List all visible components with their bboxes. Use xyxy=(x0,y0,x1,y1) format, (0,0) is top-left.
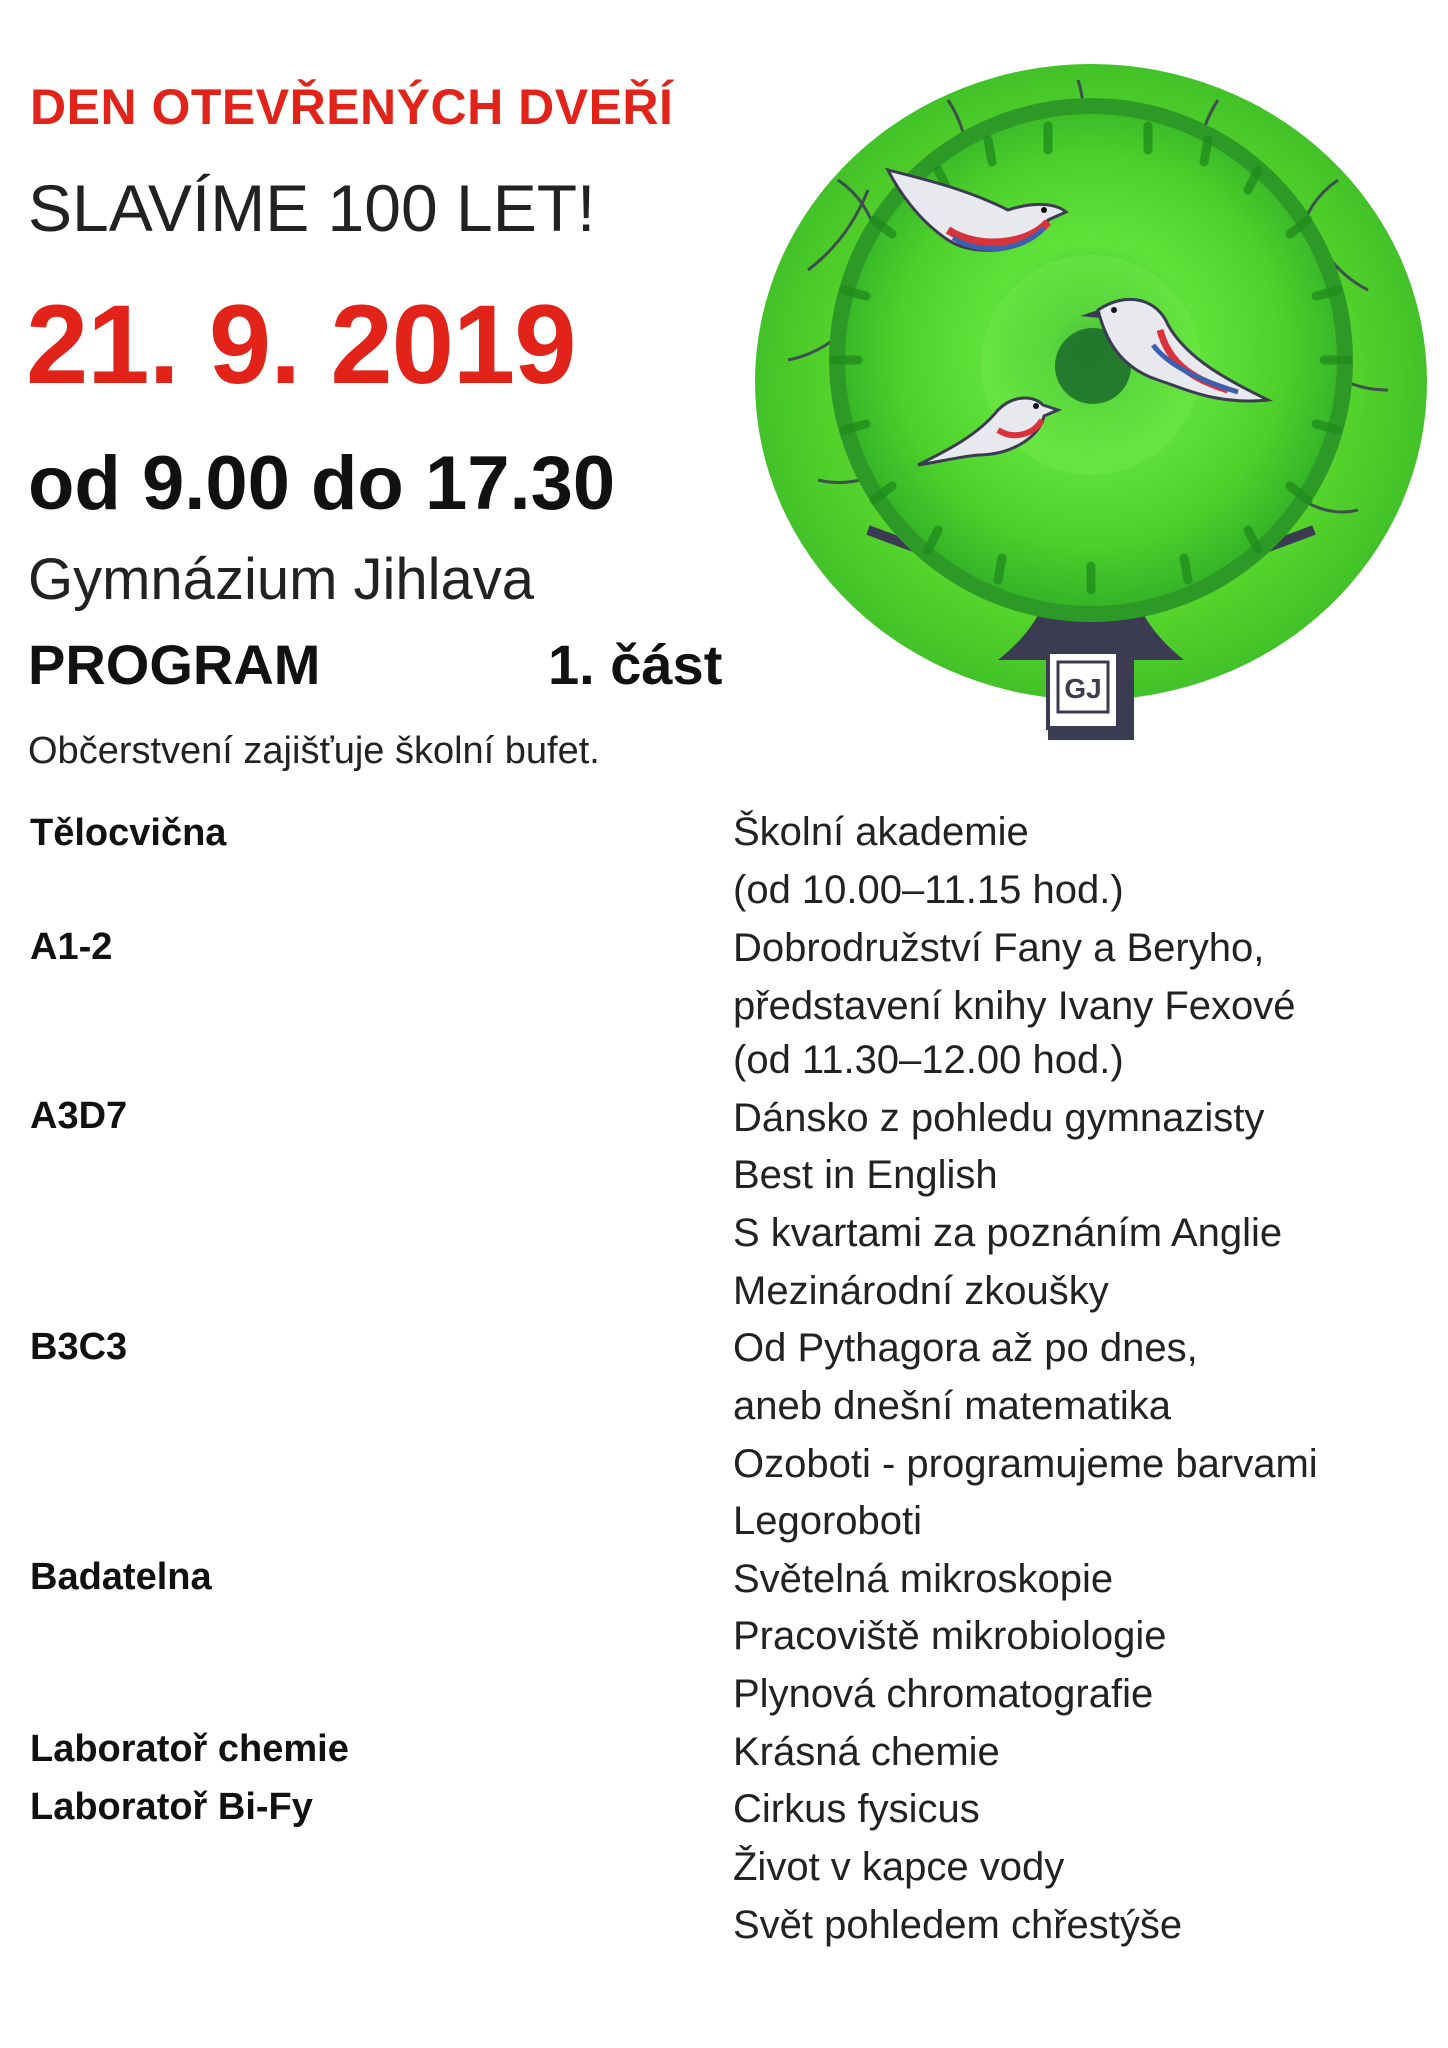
celebration-subtitle: SLAVÍME 100 LET! xyxy=(28,171,596,245)
program-item: Světelná mikroskopie xyxy=(733,1557,1114,1601)
program-item: Legoroboti xyxy=(733,1499,923,1543)
program-item: Život v kapce vody xyxy=(733,1845,1065,1889)
program-item: Best in English xyxy=(733,1153,998,1197)
program-item: představení knihy Ivany Fexové xyxy=(733,984,1296,1028)
program-item: (od 10.00–11.15 hod.) xyxy=(733,868,1124,912)
program-item: Cirkus fysicus xyxy=(733,1787,980,1831)
room-label: B3C3 xyxy=(30,1326,128,1368)
program-part: 1. část xyxy=(548,633,723,696)
monogram-box xyxy=(1048,652,1118,728)
program-item: Dobrodružství Fany a Beryho, xyxy=(733,926,1265,970)
program-item: Krásná chemie xyxy=(733,1730,1000,1774)
program-item: aneb dnešní matematika xyxy=(733,1384,1172,1428)
event-date: 21. 9. 2019 xyxy=(26,282,576,407)
event-time: od 9.00 do 17.30 xyxy=(28,441,616,526)
room-label: A1-2 xyxy=(30,926,113,968)
program-item: Pracoviště mikrobiologie xyxy=(733,1614,1167,1658)
program-heading: PROGRAM xyxy=(28,633,321,696)
program-item: (od 11.30–12.00 hod.) xyxy=(733,1038,1124,1082)
room-label: Laboratoř chemie xyxy=(30,1728,349,1770)
monogram-text: GJ xyxy=(1064,673,1102,704)
program-item: Svět pohledem chřestýše xyxy=(733,1903,1183,1947)
school-name: Gymnázium Jihlava xyxy=(28,547,535,612)
program-item: Dánsko z pohledu gymnazisty xyxy=(733,1096,1265,1140)
program-item: Plynová chromatografie xyxy=(733,1672,1154,1716)
program-item: Školní akademie xyxy=(733,810,1029,854)
school-emblem-illustration xyxy=(748,60,1434,740)
room-label: A3D7 xyxy=(30,1095,128,1137)
event-title: DEN OTEVŘENÝCH DVEŘÍ xyxy=(30,79,674,135)
program-item: Ozoboti - programujeme barvami xyxy=(733,1442,1318,1486)
room-label: Laboratoř Bi-Fy xyxy=(30,1786,313,1828)
refreshment-note: Občerstvení zajišťuje školní bufet. xyxy=(28,730,600,772)
program-item: Mezinárodní zkoušky xyxy=(733,1269,1109,1313)
room-label: Tělocvična xyxy=(30,812,227,854)
program-item: Od Pythagora až po dnes, xyxy=(733,1326,1198,1370)
room-label: Badatelna xyxy=(30,1556,212,1598)
program-item: S kvartami za poznáním Anglie xyxy=(733,1211,1283,1255)
